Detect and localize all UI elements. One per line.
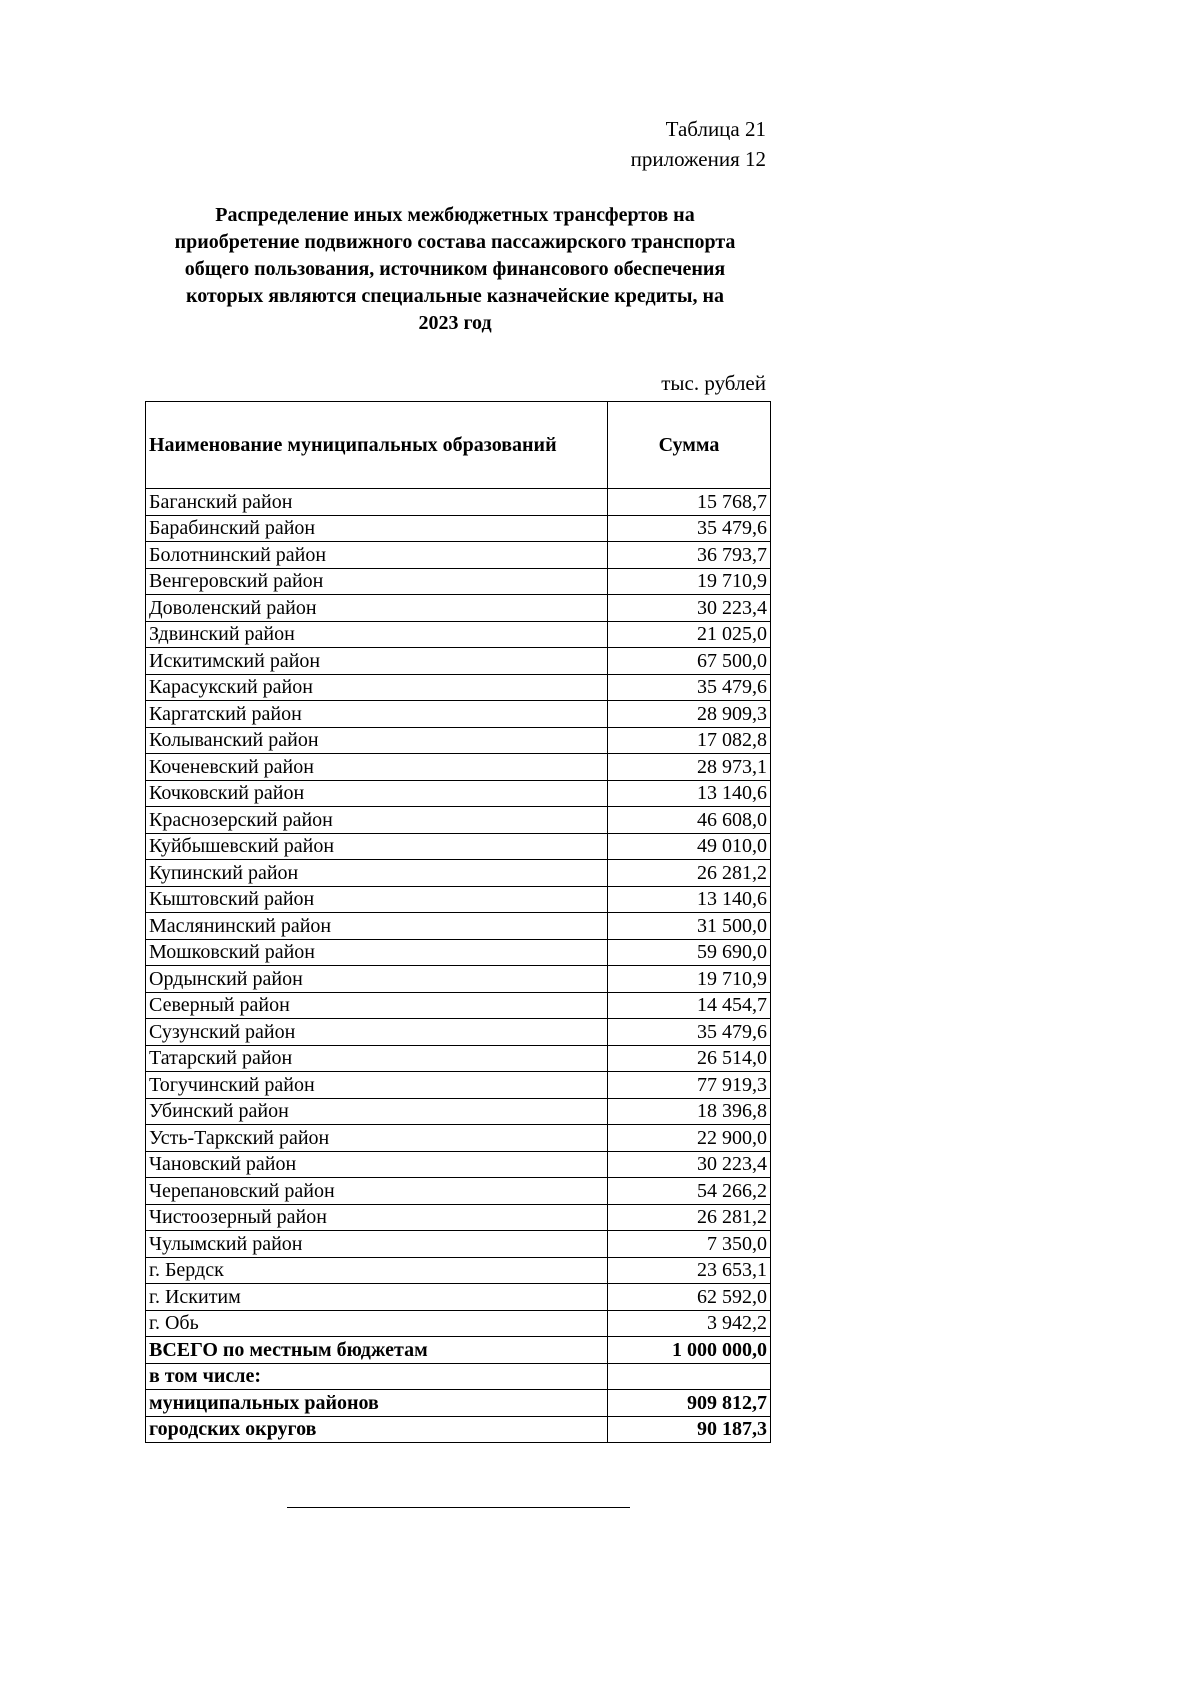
amount-cell: 23 653,1 xyxy=(608,1257,771,1284)
table-number: Таблица 21 xyxy=(665,117,766,141)
amount-cell: 90 187,3 xyxy=(608,1416,771,1443)
table-total-row xyxy=(146,1390,771,1417)
table-row xyxy=(146,1178,771,1205)
table-row xyxy=(146,754,771,781)
amount-cell: 1 000 000,0 xyxy=(608,1337,771,1364)
municipality-name-cell: Чистоозерный район xyxy=(146,1204,608,1231)
amount-cell: 49 010,0 xyxy=(608,833,771,860)
table-row xyxy=(146,568,771,595)
amount-cell: 22 900,0 xyxy=(608,1125,771,1152)
amount-cell: 13 140,6 xyxy=(608,886,771,913)
municipality-name-cell: г. Бердск xyxy=(146,1257,608,1284)
municipality-name-cell: Доволенский район xyxy=(146,595,608,622)
amount-cell xyxy=(608,1363,771,1390)
footer-divider xyxy=(287,1507,630,1508)
title-line: Распределение иных межбюджетных трансфертов на xyxy=(215,204,695,226)
table-row xyxy=(146,1045,771,1072)
table-row xyxy=(146,648,771,675)
amount-cell: 18 396,8 xyxy=(608,1098,771,1125)
table-row xyxy=(146,860,771,887)
amount-cell: 36 793,7 xyxy=(608,542,771,569)
table-row xyxy=(146,727,771,754)
amount-cell: 31 500,0 xyxy=(608,913,771,940)
table-row xyxy=(146,595,771,622)
units-label: тыс. рублей xyxy=(661,371,766,395)
title-line: приобретение подвижного состава пассажирского транспорта xyxy=(174,231,736,253)
table-total-row xyxy=(146,1416,771,1443)
amount-cell: 3 942,2 xyxy=(608,1310,771,1337)
table-row xyxy=(146,489,771,516)
municipality-name-cell: Северный район xyxy=(146,992,608,1019)
table-row xyxy=(146,701,771,728)
municipality-name-cell: Баганский район xyxy=(146,489,608,516)
amount-cell: 909 812,7 xyxy=(608,1390,771,1417)
municipality-name-cell: Барабинский район xyxy=(146,515,608,542)
amount-cell: 15 768,7 xyxy=(608,489,771,516)
municipality-name-cell: Каргатский район xyxy=(146,701,608,728)
table-row xyxy=(146,674,771,701)
amount-cell: 62 592,0 xyxy=(608,1284,771,1311)
table-row xyxy=(146,886,771,913)
municipality-name-cell: Сузунский район xyxy=(146,1019,608,1046)
municipality-name-cell: Колыванский район xyxy=(146,727,608,754)
amount-cell: 21 025,0 xyxy=(608,621,771,648)
amount-cell: 46 608,0 xyxy=(608,807,771,834)
table-row xyxy=(146,1151,771,1178)
municipality-name-cell: Купинский район xyxy=(146,860,608,887)
title-line: 2023 год xyxy=(418,312,492,334)
table-row xyxy=(146,939,771,966)
municipality-name-cell: Тогучинский район xyxy=(146,1072,608,1099)
title-line: которых являются специальные казначейские кредиты, на xyxy=(185,285,725,307)
table-row xyxy=(146,780,771,807)
table-row xyxy=(146,1019,771,1046)
municipality-name-cell: Болотнинский район xyxy=(146,542,608,569)
amount-cell: 14 454,7 xyxy=(608,992,771,1019)
municipality-name-cell: Ордынский район xyxy=(146,966,608,993)
amount-cell: 28 973,1 xyxy=(608,754,771,781)
table-row xyxy=(146,542,771,569)
amount-cell: 35 479,6 xyxy=(608,1019,771,1046)
amount-cell: 35 479,6 xyxy=(608,674,771,701)
municipality-name-cell: Карасукский район xyxy=(146,674,608,701)
table-row xyxy=(146,515,771,542)
table-row xyxy=(146,1072,771,1099)
table-row xyxy=(146,1284,771,1311)
table-body xyxy=(146,489,771,1443)
table-row xyxy=(146,1125,771,1152)
table-total-row xyxy=(146,1337,771,1364)
municipality-name-cell: г. Искитим xyxy=(146,1284,608,1311)
table-row xyxy=(146,1257,771,1284)
municipality-name-cell: Маслянинский район xyxy=(146,913,608,940)
table-row xyxy=(146,833,771,860)
table-row xyxy=(146,966,771,993)
amount-cell: 7 350,0 xyxy=(608,1231,771,1258)
table-row xyxy=(146,913,771,940)
title-line: общего пользования, источником финансового обеспечения xyxy=(184,258,726,280)
table-total-row xyxy=(146,1363,771,1390)
table-reference xyxy=(631,114,766,174)
amount-cell: 17 082,8 xyxy=(608,727,771,754)
municipality-name-cell: Убинский район xyxy=(146,1098,608,1125)
amount-cell: 30 223,4 xyxy=(608,1151,771,1178)
appendix-reference: приложения 12 xyxy=(630,147,766,171)
amount-cell: 67 500,0 xyxy=(608,648,771,675)
amount-cell: 26 281,2 xyxy=(608,860,771,887)
municipality-name-cell: Куйбышевский район xyxy=(146,833,608,860)
amount-cell: 59 690,0 xyxy=(608,939,771,966)
municipality-name-cell: Венгеровский район xyxy=(146,568,608,595)
distribution-table xyxy=(145,401,771,1443)
table-row xyxy=(146,621,771,648)
amount-cell: 13 140,6 xyxy=(608,780,771,807)
municipality-name-cell: Коченевский район xyxy=(146,754,608,781)
table-row xyxy=(146,1310,771,1337)
amount-cell: 30 223,4 xyxy=(608,595,771,622)
column-header-amount: Сумма xyxy=(608,402,771,489)
municipality-name-cell: Кыштовский район xyxy=(146,886,608,913)
municipality-name-cell: в том числе: xyxy=(146,1363,608,1390)
municipality-name-cell: Усть-Таркский район xyxy=(146,1125,608,1152)
amount-cell: 19 710,9 xyxy=(608,966,771,993)
table-row xyxy=(146,1231,771,1258)
amount-cell: 19 710,9 xyxy=(608,568,771,595)
table-row xyxy=(146,1204,771,1231)
municipality-name-cell: Чановский район xyxy=(146,1151,608,1178)
municipality-name-cell: Кочковский район xyxy=(146,780,608,807)
municipality-name-cell: муниципальных районов xyxy=(146,1390,608,1417)
amount-cell: 26 514,0 xyxy=(608,1045,771,1072)
amount-cell: 35 479,6 xyxy=(608,515,771,542)
municipality-name-cell: ВСЕГО по местным бюджетам xyxy=(146,1337,608,1364)
table-row xyxy=(146,992,771,1019)
column-header-name: Наименование муниципальных образований xyxy=(146,402,608,489)
table-row xyxy=(146,1098,771,1125)
municipality-name-cell: городских округов xyxy=(146,1416,608,1443)
table-header-row xyxy=(146,402,771,489)
municipality-name-cell: Мошковский район xyxy=(146,939,608,966)
amount-cell: 54 266,2 xyxy=(608,1178,771,1205)
amount-cell: 26 281,2 xyxy=(608,1204,771,1231)
amount-cell: 28 909,3 xyxy=(608,701,771,728)
municipality-name-cell: Татарский район xyxy=(146,1045,608,1072)
table-row xyxy=(146,807,771,834)
amount-cell: 77 919,3 xyxy=(608,1072,771,1099)
municipality-name-cell: Краснозерский район xyxy=(146,807,608,834)
municipality-name-cell: Черепановский район xyxy=(146,1178,608,1205)
municipality-name-cell: Здвинский район xyxy=(146,621,608,648)
municipality-name-cell: Чулымский район xyxy=(146,1231,608,1258)
municipality-name-cell: Искитимский район xyxy=(146,648,608,675)
municipality-name-cell: г. Обь xyxy=(146,1310,608,1337)
document-title xyxy=(145,202,765,337)
